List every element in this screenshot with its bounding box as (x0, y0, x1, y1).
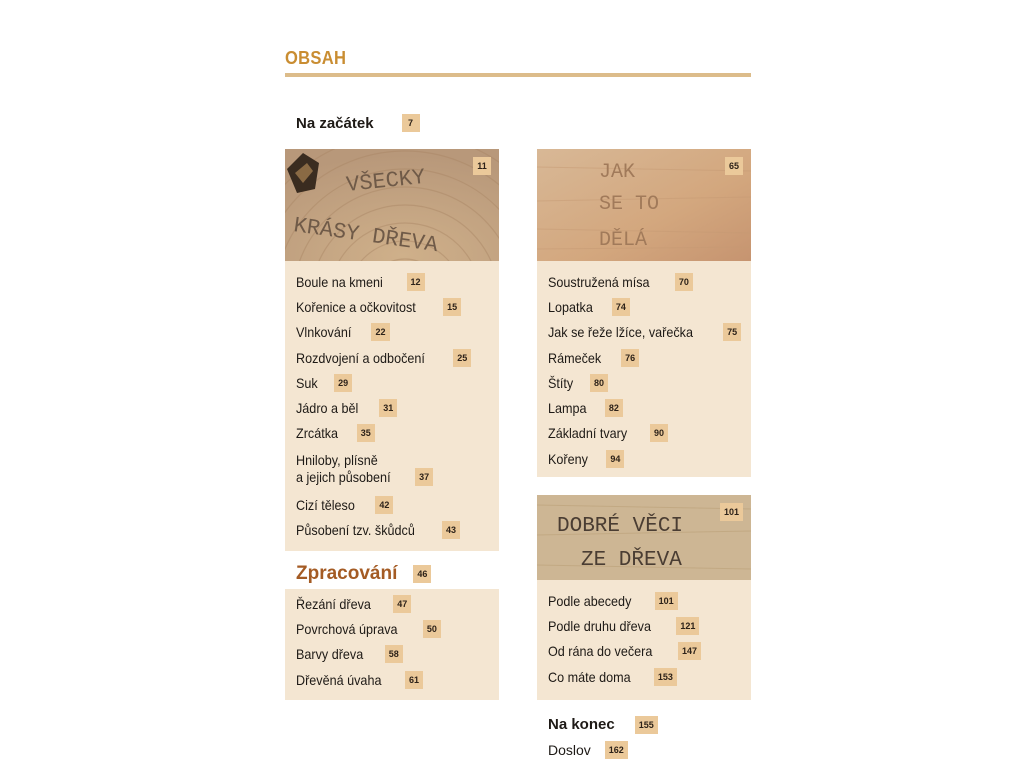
toc-entry[interactable] (296, 492, 499, 517)
toc-entry-label: Soustružená mísa (548, 273, 650, 290)
page-number: 80 (590, 374, 608, 392)
photo-caption-line: DĚLÁ (599, 229, 648, 252)
toc-entry-label: Boule na kmeni (296, 273, 383, 290)
page-number: 25 (453, 349, 471, 367)
page-number: 46 (413, 565, 431, 583)
toc-entry-label: Dřevěná úvaha (296, 671, 382, 688)
toc-entry-label: Povrchová úprava (296, 620, 398, 637)
page-number: 7 (402, 114, 420, 132)
toc-entry[interactable] (548, 421, 751, 446)
photo-caption-line: KRÁSY DŘEVA (292, 213, 440, 259)
page-number: 47 (393, 595, 411, 613)
page-number: 42 (375, 496, 393, 514)
chapter-panel-zpracovani (285, 589, 499, 700)
toc-entry-label: Jádro a běl (296, 400, 359, 417)
toc-entry-label: Co máte doma (548, 668, 631, 685)
toc-entry[interactable] (548, 664, 751, 689)
toc-entry[interactable] (548, 294, 751, 319)
toc-entry[interactable] (548, 320, 751, 345)
toc-entry[interactable] (296, 345, 499, 370)
chapter-panel-beauty (285, 149, 499, 551)
section-title-zpracovani[interactable] (296, 563, 431, 585)
photo-caption-line: JAK (599, 161, 636, 184)
page-number: 101 (720, 503, 743, 521)
page-number: 101 (655, 592, 678, 610)
photo-caption-line: ZE DŘEVA (581, 549, 682, 572)
chapter-panel-howto (537, 149, 751, 477)
page-number: 29 (334, 374, 352, 392)
toc-entry-label: Jak se řeže lžíce, vařečka (548, 324, 693, 341)
photo-caption-line: VŠECKY (345, 164, 427, 198)
toc-entry[interactable] (296, 269, 499, 294)
toc-entry-label: Hniloby, plísně (296, 452, 378, 469)
heading-rule (285, 73, 751, 77)
page-number: 58 (385, 645, 403, 663)
toc-entry-label: Podle abecedy (548, 592, 632, 609)
page-number: 43 (442, 521, 460, 539)
page-number: 35 (357, 424, 375, 442)
toc-entry-intro[interactable] (296, 114, 420, 132)
toc-entry[interactable] (548, 639, 751, 664)
page-number: 94 (606, 450, 624, 468)
toc-entry-label: Lampa (548, 400, 587, 417)
toc-entry[interactable] (548, 737, 658, 762)
toc-entry[interactable] (296, 667, 499, 692)
toc-entry-label: Zrcátka (296, 425, 339, 442)
page-number: 74 (612, 298, 630, 316)
page-number: 162 (605, 741, 628, 759)
chapter-panel-goodthings (537, 495, 751, 700)
page-number: 50 (423, 620, 441, 638)
toc-entry[interactable] (548, 269, 751, 294)
section-title-label: Zpracování (296, 563, 398, 584)
toc-entry[interactable] (296, 370, 499, 395)
toc-entry[interactable] (296, 446, 499, 492)
toc-entry[interactable] (548, 613, 751, 638)
toc-entry[interactable] (548, 370, 751, 395)
page-number: 12 (407, 273, 425, 291)
page-number: 121 (676, 617, 699, 635)
page-number: 76 (621, 349, 639, 367)
toc-entry-label: Štíty (548, 374, 574, 391)
photo-caption-line: DOBRÉ VĚCI (557, 515, 684, 538)
toc-entry-label: Barvy dřeva (296, 646, 364, 663)
toc-entry-label: Od rána do večera (548, 643, 653, 660)
toc-entry[interactable] (296, 517, 499, 542)
page-number: 70 (675, 273, 693, 291)
page-number: 11 (473, 157, 491, 175)
page-number: 61 (405, 671, 423, 689)
toc-entry-label: Rozdvojení a odbočení (296, 349, 425, 366)
toc-entry[interactable] (296, 395, 499, 420)
toc-entry[interactable] (296, 591, 499, 616)
toc-entry-label: Působení tzv. škůdců (296, 522, 415, 539)
page-number: 65 (725, 157, 743, 175)
toc-entry-label: Základní tvary (548, 425, 628, 442)
toc-entry[interactable] (296, 421, 499, 446)
toc-entry-label: Cizí těleso (296, 496, 355, 513)
toc-entry[interactable] (296, 294, 499, 319)
toc-entry[interactable] (548, 395, 751, 420)
toc-entry[interactable] (296, 642, 499, 667)
page-number: 153 (654, 668, 677, 686)
toc-entry-label: Suk (296, 374, 318, 391)
chapter-photo-beauty (285, 149, 499, 261)
page-number: 147 (678, 642, 701, 660)
toc-entry-label: Kořeny (548, 450, 588, 467)
toc-entry-end[interactable] (548, 712, 658, 737)
toc-entry[interactable] (548, 345, 751, 370)
page-number: 155 (635, 716, 658, 734)
photo-caption-line: SE TO (599, 193, 660, 216)
toc-entry-label: Na začátek (296, 114, 374, 132)
page-number: 15 (443, 298, 461, 316)
page-number: 22 (371, 323, 389, 341)
toc-entry-label: Podle druhu dřeva (548, 617, 651, 634)
toc-end-section (548, 712, 658, 762)
toc-entry-label: Na konec (548, 716, 615, 733)
contents-heading: OBSAH (285, 48, 347, 68)
page-number: 75 (723, 323, 741, 341)
chapter-photo-goodthings (537, 495, 751, 580)
toc-entry[interactable] (548, 446, 751, 471)
toc-entry-label: Kořenice a očkovitost (296, 298, 416, 315)
toc-entry-label: Řezání dřeva (296, 595, 371, 612)
toc-entry-label: Lopatka (548, 298, 593, 315)
page-number: 37 (415, 468, 433, 486)
page-number: 90 (650, 424, 668, 442)
page-number: 31 (379, 399, 397, 417)
toc-entry-label: Doslov (548, 741, 591, 758)
chapter-photo-howto (537, 149, 751, 261)
toc-entry-label: Vlnkování (296, 324, 352, 341)
toc-entry[interactable] (548, 588, 751, 613)
toc-entry-label-continued: a jejich působení (296, 469, 391, 486)
toc-entry-label: Rámeček (548, 349, 602, 366)
toc-entry[interactable] (296, 320, 499, 345)
page-number: 82 (605, 399, 623, 417)
toc-entry[interactable] (296, 616, 499, 641)
